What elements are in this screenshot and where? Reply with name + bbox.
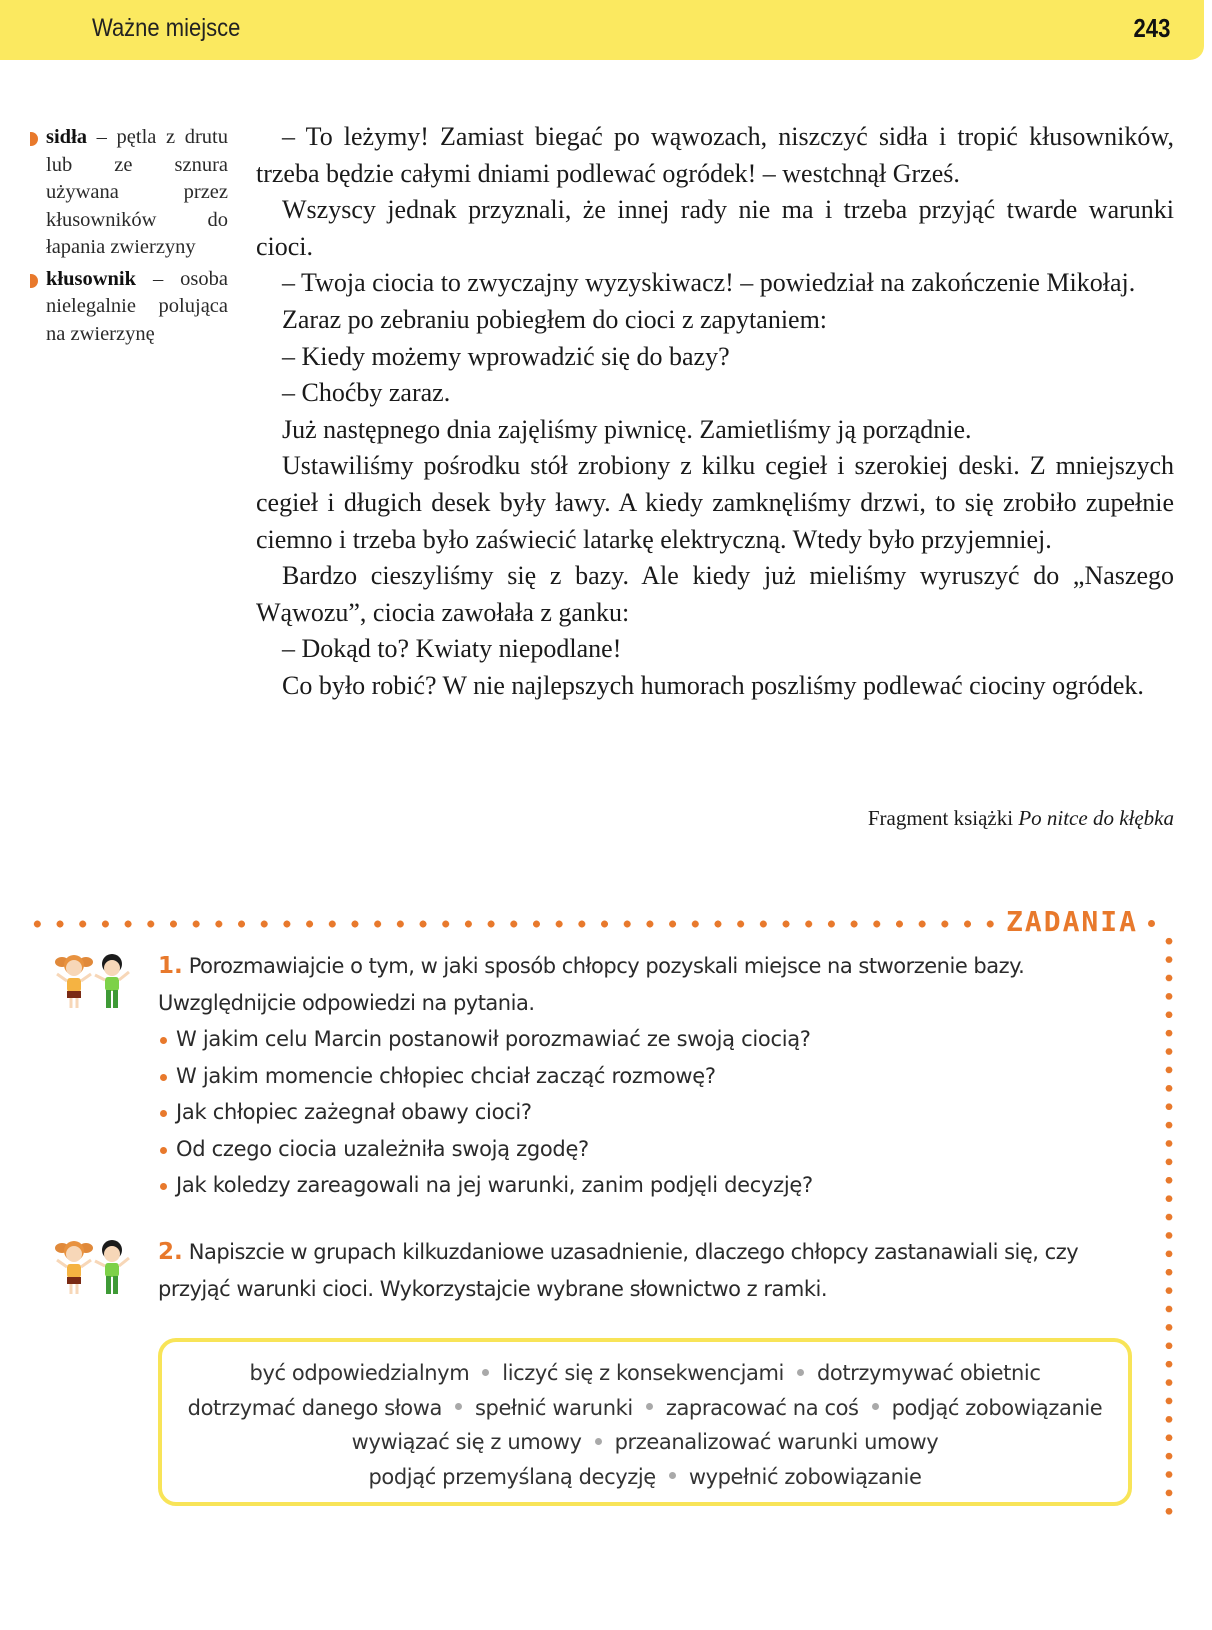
section-title: Ważne miejsce	[92, 14, 241, 42]
story-paragraph: – Twoja ciocia to zwyczajny wyzyskiwacz! – powiedział na zakończenie Mikołaj.	[282, 268, 1136, 298]
story-paragraph: – Choćby zaraz.	[282, 378, 451, 408]
glossary-marker-icon	[30, 132, 38, 146]
question-text: W jakim momencie chłopiec chciał zacząć rozmowę?	[176, 1063, 716, 1088]
dotted-border-right	[1165, 932, 1173, 1517]
vocabulary-phrase: zapracować na coś	[665, 1395, 859, 1420]
task-instruction: Napiszcie w grupach kilkuzdaniowe uzasadnienie, dlaczego chłopcy zastanawiali się, czy przyjąć warunki cioci. Wykorzystajcie wybrane słownictwo z ramki.	[158, 1240, 1079, 1301]
bullet-icon	[160, 1147, 167, 1154]
page-header	[0, 0, 1204, 60]
vocabulary-phrase: wypełnić zobowiązanie	[688, 1464, 922, 1489]
question-item	[158, 1021, 1138, 1058]
dotted-divider	[26, 920, 996, 928]
tasks-heading: ZADANIA	[1006, 905, 1139, 938]
glossary-entry	[28, 266, 228, 349]
question-text: Jak chłopiec zażegnał obawy cioci?	[176, 1100, 532, 1124]
vocabulary-phrase: wywiązać się z umowy	[351, 1430, 582, 1454]
vocabulary-phrase: przeanalizować warunki umowy	[614, 1430, 939, 1454]
story-paragraph: Ustawiliśmy pośrodku stół zrobiony z kilku cegieł i szerokiej deski. Z mniejszych cegieł i długich desek były ławy. A kiedy zamknęliśmy drzwi, to się zrobiło zupełnie ciemno i trzeba było zaświecić latarkę elektryczną. Wtedy było przyjemniej.	[256, 451, 1174, 554]
source-citation	[868, 806, 1174, 831]
story-paragraph: – Kiedy możemy wprowadzić się do bazy?	[282, 341, 730, 371]
separator-dot-icon	[669, 1472, 676, 1479]
story-paragraph: Bardzo cieszyliśmy się z bazy. Ale kiedy już mieliśmy wyruszyć do „Naszego Wąwozu”, ciocia zawołała z ganku:	[256, 561, 1174, 627]
story-paragraph: – Dokąd to? Kwiaty niepodlane!	[282, 634, 622, 664]
question-text: Jak koledzy zareagowali na jej warunki, zanim podjęli decyzję?	[176, 1173, 813, 1197]
question-item	[158, 1094, 1138, 1131]
glossary-term: sidła	[46, 126, 88, 148]
glossary-sidebar	[28, 124, 228, 352]
task-2	[158, 1234, 1138, 1307]
story-paragraph: Zaraz po zebraniu pobiegłem do cioci z zapytaniem:	[282, 304, 828, 334]
page-number: 243	[1133, 13, 1170, 43]
story-paragraph: – To leżymy! Zamiast biegać po wąwozach, niszczyć sidła i tropić kłusowników, trzeba będzie całymi dniami podlewać ogródek! – westchnął Grześ.	[256, 122, 1174, 188]
group-work-kids-icon	[48, 1236, 138, 1306]
vocabulary-phrase: podjąć zobowiązanie	[891, 1395, 1103, 1420]
vocabulary-phrase: podjąć przemyślaną decyzję	[368, 1464, 656, 1489]
bullet-icon	[160, 1183, 167, 1190]
task-instruction: Porozmawiajcie o tym, w jaki sposób chłopcy pozyskali miejsce na stworzenie bazy. Uwzględnijcie odpowiedzi na pytania.	[158, 954, 1025, 1015]
question-item	[158, 1131, 1138, 1168]
separator-dot-icon	[482, 1369, 489, 1376]
vocabulary-phrase: być odpowiedzialnym	[249, 1361, 470, 1385]
vocabulary-line	[162, 1356, 1128, 1391]
bullet-icon	[160, 1037, 167, 1044]
source-book-title: Po nitce do kłębka	[1018, 806, 1174, 830]
question-item	[158, 1167, 1138, 1204]
story-paragraph: Już następnego dnia zajęliśmy piwnicę. Zamietliśmy ją porządnie.	[282, 414, 972, 444]
dotted-divider-end	[1148, 920, 1155, 927]
separator-dot-icon	[455, 1403, 462, 1410]
story-text	[256, 119, 1174, 705]
vocabulary-line	[162, 1460, 1128, 1495]
question-list	[158, 1021, 1138, 1204]
glossary-entry	[28, 124, 228, 262]
story-paragraph: Co było robić? W nie najlepszych humorach poszliśmy podlewać ciociny ogródek.	[282, 670, 1144, 700]
story-paragraph: Wszyscy jednak przyznali, że innej rady nie ma i trzeba przyjąć twarde warunki cioci.	[256, 195, 1174, 261]
glossary-term: kłusownik	[46, 267, 137, 290]
glossary-definition: – osoba nielegalnie polująca na zwierzynę	[46, 267, 229, 345]
separator-dot-icon	[797, 1369, 804, 1376]
vocabulary-phrase: liczyć się z konsekwencjami	[502, 1361, 784, 1385]
task-number: 1.	[158, 953, 183, 979]
task-number: 2.	[158, 1239, 183, 1265]
question-item	[158, 1058, 1138, 1095]
vocabulary-phrase: dotrzymać danego słowa	[187, 1395, 442, 1420]
vocabulary-phrase: dotrzymywać obietnic	[816, 1361, 1041, 1385]
bullet-icon	[160, 1074, 167, 1081]
vocabulary-box	[158, 1338, 1132, 1506]
vocabulary-line	[162, 1425, 1128, 1460]
source-prefix: Fragment książki	[867, 806, 1019, 830]
separator-dot-icon	[646, 1403, 653, 1410]
vocabulary-line	[162, 1391, 1128, 1426]
group-work-kids-icon	[48, 950, 138, 1020]
question-text: W jakim celu Marcin postanowił porozmawiać ze swoją ciocią?	[176, 1027, 811, 1051]
glossary-marker-icon	[30, 274, 38, 288]
bullet-icon	[160, 1110, 167, 1117]
separator-dot-icon	[872, 1403, 879, 1410]
glossary-definition: – pętla z drutu lub ze sznura używana przez kłusowników do łapania zwierzyny	[46, 126, 228, 258]
question-text: Od czego ciocia uzależniła swoją zgodę?	[176, 1136, 589, 1161]
vocabulary-phrase: spełnić warunki	[475, 1395, 633, 1420]
separator-dot-icon	[595, 1438, 602, 1445]
task-1	[158, 948, 1138, 1204]
